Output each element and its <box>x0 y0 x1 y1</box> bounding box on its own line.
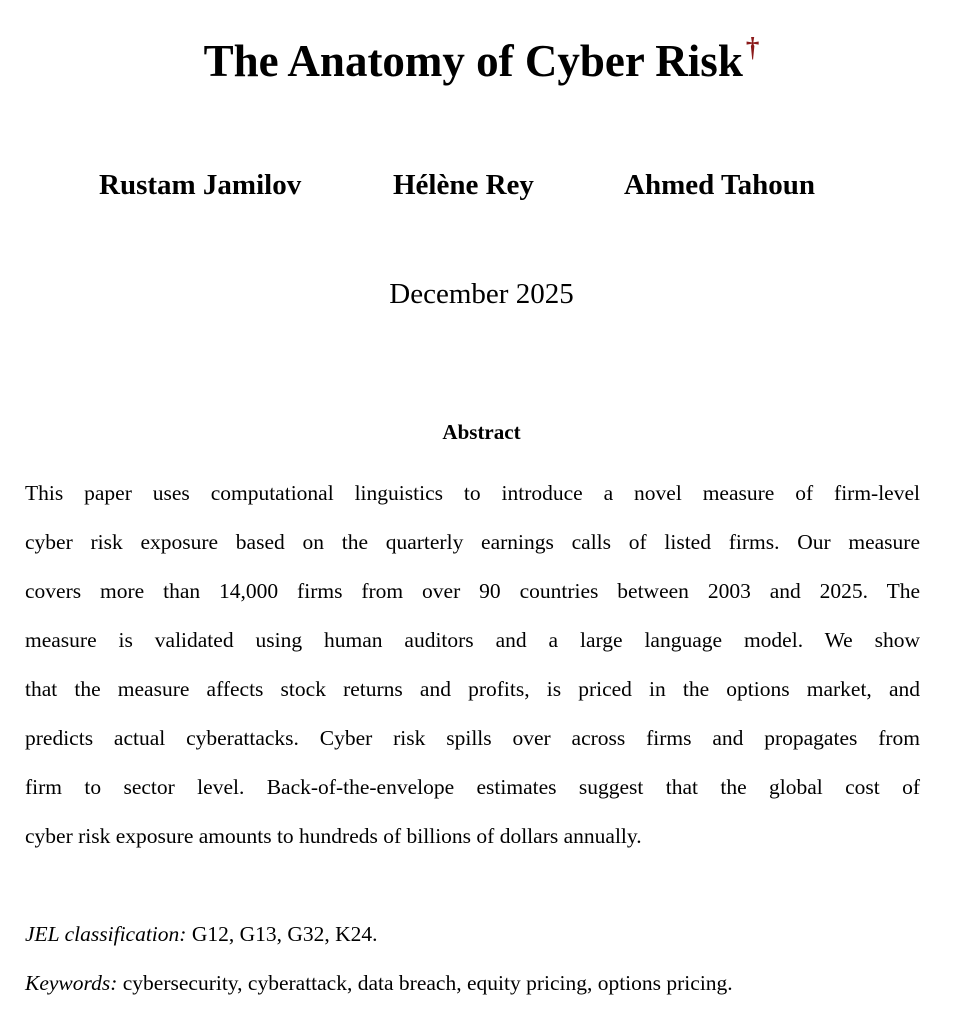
abstract-line: that the measure affects stock returns and profits, is priced in the options market, and <box>25 677 920 701</box>
keywords-label: Keywords: <box>25 971 118 995</box>
abstract-body <box>25 469 920 861</box>
jel-codes: G12, G13, G32, K24. <box>191 922 378 946</box>
author-name: Rustam Jamilov <box>99 169 302 201</box>
paper-title-text: The Anatomy of Cyber Risk <box>203 36 743 86</box>
abstract-line: measure is validated using human auditors and a large language model. We show <box>25 628 920 652</box>
abstract-line: cyber risk exposure based on the quarterly earnings calls of listed firms. Our measure <box>25 530 920 554</box>
jel-classification <box>25 918 925 950</box>
abstract-line: covers more than 14,000 firms from over 90 countries between 2003 and 2025. The <box>25 579 920 603</box>
jel-label: JEL classification: <box>25 922 187 946</box>
abstract-line: predicts actual cyberattacks. Cyber risk spills over across firms and propagates from <box>25 726 920 750</box>
author-list <box>0 163 963 207</box>
abstract-line: cyber risk exposure amounts to hundreds of billions of dollars annually. <box>25 824 642 848</box>
abstract-line: This paper uses computational linguistics to introduce a novel measure of firm-level <box>25 481 920 505</box>
paper-title <box>0 26 963 102</box>
author-name: Hélène Rey <box>393 169 534 201</box>
author-name: Ahmed Tahoun <box>624 169 816 201</box>
keywords <box>25 967 925 999</box>
abstract-heading: Abstract <box>442 420 521 444</box>
title-footnote-mark: † <box>745 32 760 62</box>
publication-date: December 2025 <box>389 278 574 310</box>
keywords-list: cybersecurity, cyberattack, data breach, equity pricing, options pricing. <box>122 971 733 995</box>
abstract-line: firm to sector level. Back-of-the-envelope estimates suggest that the global cost of <box>25 775 920 799</box>
